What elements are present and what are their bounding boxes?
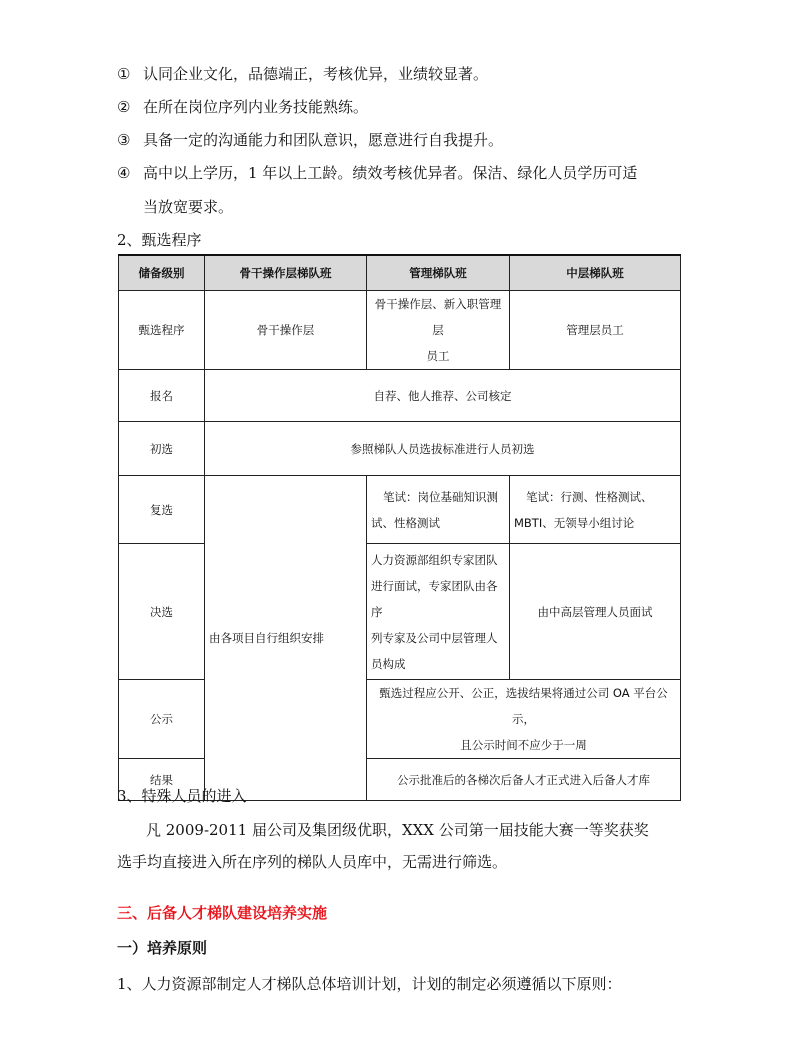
list-marker: ①	[117, 65, 131, 83]
cell-line: 且公示时间不应少于一周	[460, 738, 587, 752]
row-label: 复选	[119, 476, 205, 544]
cell-line: 进行面试，专家团队由各序	[371, 578, 498, 619]
cell-line: 人力资源部组织专家团队	[371, 552, 498, 567]
row-label: 公示	[119, 680, 205, 759]
cell-line: 员构成	[371, 656, 406, 671]
header-cell: 骨干操作层梯队班	[205, 255, 367, 291]
table-row	[119, 370, 681, 422]
table-row	[119, 476, 681, 544]
row-label: 初选	[119, 422, 205, 476]
criteria-continuation: 当放宽要求。	[143, 198, 234, 216]
table-cell: 骨干操作层	[205, 291, 367, 370]
table-cell	[367, 476, 510, 544]
table-cell	[510, 476, 681, 544]
table-cell: 参照梯队人员选拔标准进行人员初选	[205, 422, 681, 476]
cell-line: 列专家及公司中层管理人	[371, 630, 498, 645]
section-3-paragraph-line: 凡 2009-2011 届公司及集团级优职，XXX 公司第一届技能大赛一等奖获奖	[146, 821, 649, 839]
chapter-3-title: 三、后备人才梯队建设培养实施	[117, 904, 328, 922]
section-3-paragraph-line: 选手均直接进入所在序列的梯队人员库中，无需进行筛选。	[117, 853, 508, 871]
table-row	[119, 422, 681, 476]
list-marker: ③	[117, 131, 131, 149]
criteria-item	[117, 64, 488, 84]
criteria-item	[117, 97, 368, 117]
table-cell: 由各项目自行组织安排	[205, 476, 367, 801]
criteria-text: 具备一定的沟通能力和团队意识，愿意进行自我提升。	[143, 131, 504, 149]
list-marker: ②	[117, 98, 131, 116]
row-label: 决选	[119, 544, 205, 680]
selection-procedure-table	[118, 254, 681, 801]
table-row	[119, 544, 681, 680]
criteria-text: 认同企业文化，品德端正，考核优异，业绩较显著。	[143, 65, 489, 83]
table-cell	[367, 544, 510, 680]
table-row	[119, 291, 681, 370]
section-3-title: 3、特殊人员的进入	[117, 787, 247, 805]
principles-subtitle: 一）培养原则	[117, 939, 208, 957]
cell-line: 员工	[426, 349, 450, 363]
row-label: 甄选程序	[119, 291, 205, 370]
table-cell: 自荐、他人推荐、公司核定	[205, 370, 681, 422]
table-cell: 管理层员工	[510, 291, 681, 370]
cell-line: 甄选过程应公开、公正，选拔结果将通过公司 OA 平台公示，	[379, 686, 668, 726]
list-marker: ④	[117, 164, 131, 182]
criteria-item	[117, 130, 503, 150]
cell-line: 笔试：岗位基础知识测	[383, 489, 498, 504]
table-row	[119, 680, 681, 759]
cell-line: 试、性格测试	[371, 515, 440, 530]
header-cell: 储备级别	[119, 255, 205, 291]
row-label: 结果	[119, 759, 205, 801]
table-header-row	[119, 255, 681, 291]
training-plan-paragraph: 1、人力资源部制定人才梯队总体培训计划，计划的制定必须遵循以下原则：	[117, 975, 622, 993]
header-cell: 管理梯队班	[367, 255, 510, 291]
header-cell: 中层梯队班	[510, 255, 681, 291]
cell-line: 骨干操作层、新入职管理层	[374, 297, 502, 337]
criteria-text: 在所在岗位序列内业务技能熟练。	[143, 98, 369, 116]
criteria-text: 高中以上学历，1 年以上工龄。绩效考核优异者。保洁、绿化人员学历可适	[143, 164, 638, 182]
criteria-item	[117, 163, 637, 183]
section-2-title: 2、甄选程序	[117, 231, 202, 249]
row-label: 报名	[119, 370, 205, 422]
table-cell	[367, 291, 510, 370]
cell-line: 笔试：行测、性格测试、	[526, 489, 653, 504]
table-cell: 由中高层管理人员面试	[510, 544, 681, 680]
cell-line: MBTI、无领导小组讨论	[514, 515, 635, 530]
table-cell	[367, 680, 681, 759]
table-cell: 公示批准后的各梯次后备人才正式进入后备人才库	[367, 759, 681, 801]
